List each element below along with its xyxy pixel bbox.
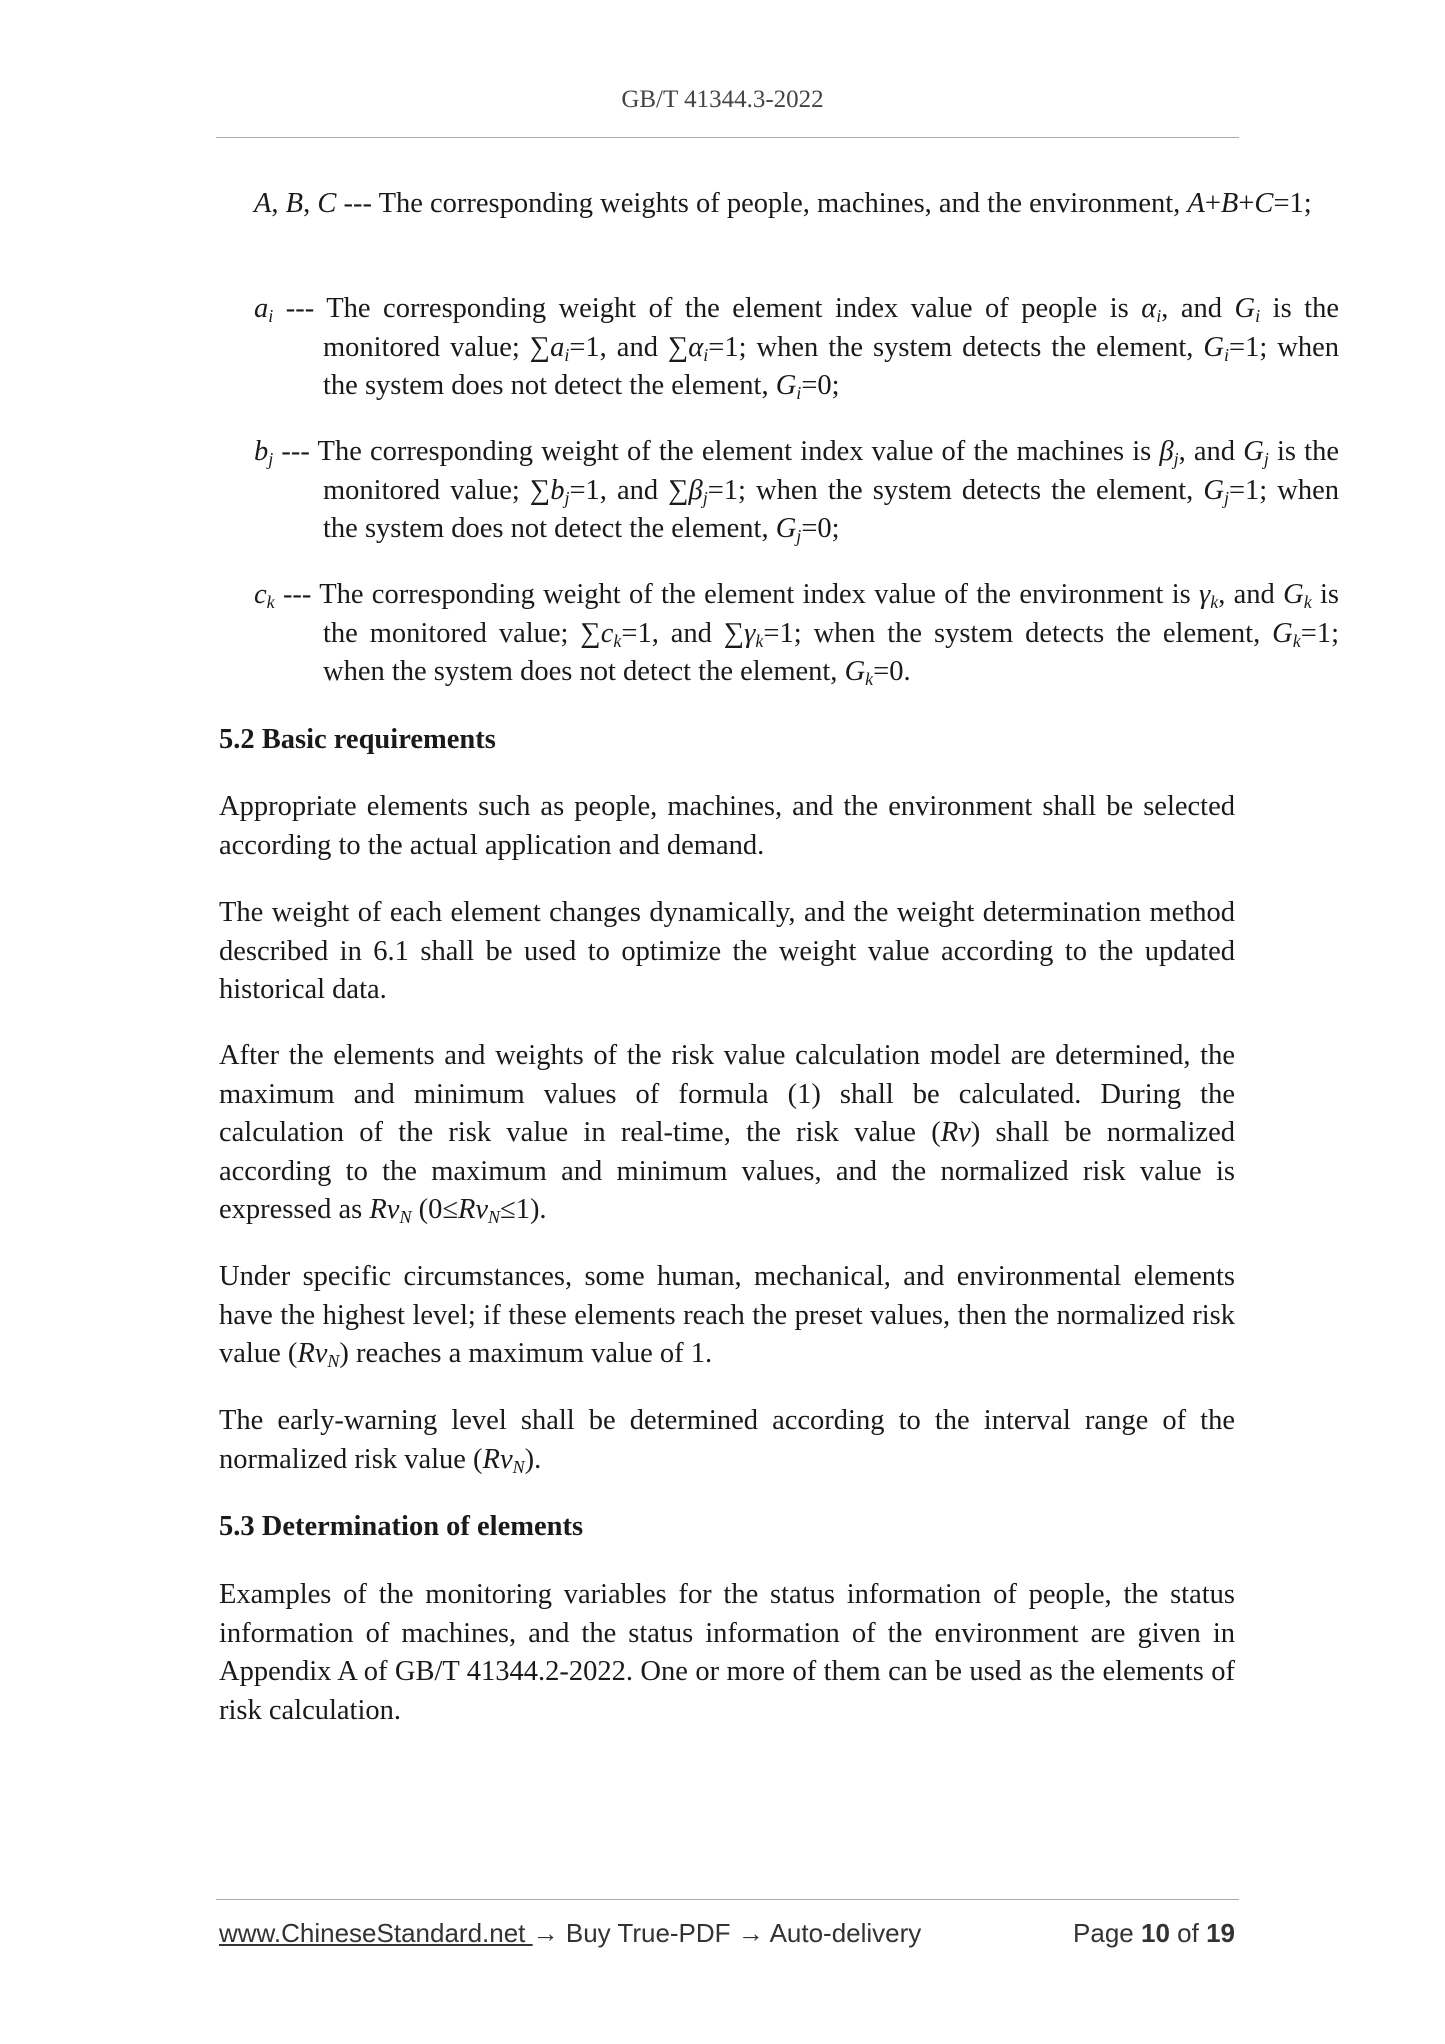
text-run: j	[702, 487, 708, 508]
text-run: Rv	[940, 1117, 971, 1148]
definition-abc	[219, 185, 1407, 224]
text-run: =0;	[801, 370, 840, 401]
section-heading-5-2: 5.2 Basic requirements	[219, 724, 496, 755]
text-run: G	[775, 370, 797, 401]
paragraph	[219, 788, 1235, 865]
definition-ai	[219, 290, 1339, 406]
text-run: G	[1203, 331, 1225, 363]
text-run: G	[1283, 579, 1304, 610]
text-run: N	[327, 1351, 340, 1371]
text-run: , and	[1178, 436, 1244, 467]
text-run: C	[1254, 188, 1274, 219]
text-run: i	[1255, 306, 1261, 326]
footer	[219, 1918, 1235, 1949]
text-run: k	[613, 630, 622, 651]
text-run: G	[1234, 293, 1256, 324]
text-run: k	[266, 592, 275, 612]
text-run: G	[1203, 474, 1224, 506]
text-run: =0.	[873, 656, 911, 687]
text-run: α	[1141, 293, 1157, 324]
text-run: Rv	[297, 1338, 328, 1369]
text-run: G	[1272, 617, 1293, 649]
text-run: Rv	[369, 1194, 400, 1225]
text-run: --- The corresponding weight of the element index value of the machines is	[273, 436, 1160, 467]
text-run: =1; when the system detects the element,	[763, 617, 1273, 649]
text-run: is the monitored value; ∑	[323, 436, 1339, 506]
text-run: =1; when the system detects the element,	[708, 331, 1204, 363]
header-rule	[216, 137, 1239, 138]
text-run: k	[1210, 592, 1219, 612]
text-run: =0;	[801, 513, 840, 544]
of-label: of	[1177, 1918, 1199, 1948]
text-run: γ	[744, 617, 756, 649]
text-run: =1; when the system does not detect the element,	[323, 474, 1339, 544]
text-run: =1; when the system detects the element,	[707, 474, 1204, 506]
text-run: j	[1263, 449, 1269, 469]
text-run: N	[488, 1207, 501, 1227]
text-run: ) reaches a maximum value of 1.	[339, 1338, 713, 1369]
text-run: =1, and ∑	[621, 617, 745, 649]
text-run: j	[268, 449, 274, 469]
text-run: k	[865, 669, 874, 689]
total-pages: 19	[1206, 1918, 1235, 1948]
text-run: G	[775, 513, 797, 544]
text-run: --- The corresponding weight of the element index value of the environment is	[274, 579, 1199, 610]
definition-ck	[219, 576, 1339, 692]
page-indicator	[1073, 1918, 1235, 1949]
text-run: ,	[271, 188, 286, 219]
text-run: c	[254, 579, 267, 610]
text-run: N	[399, 1207, 412, 1227]
text-run: Under specific circumstances, some human, mechanical, and environmental elements have the highest level; if these elements reach the preset values, then the normalized risk value (	[219, 1261, 1235, 1369]
text-run: B	[285, 188, 304, 219]
text-run: j	[1223, 487, 1229, 508]
text-run: i	[796, 383, 802, 403]
text-run: +	[1204, 188, 1221, 219]
text-run: =1; when the system does not detect the element,	[323, 617, 1339, 687]
text-run: b	[550, 474, 565, 506]
text-run: G	[1243, 436, 1264, 467]
text-run: Rv	[482, 1443, 513, 1475]
text-run: b	[254, 436, 269, 467]
text-run: =1, and ∑	[569, 474, 689, 506]
text-run: i	[703, 344, 709, 365]
text-run: β	[688, 474, 703, 506]
text-run: is the monitored value; ∑	[323, 293, 1339, 363]
text-run: β	[1159, 436, 1174, 467]
text-run: i	[268, 306, 274, 326]
text-run: j	[564, 487, 570, 508]
text-run: B	[1220, 188, 1239, 219]
paragraph	[219, 1402, 1235, 1479]
text-run: N	[512, 1456, 525, 1477]
text-run: , and	[1161, 293, 1235, 324]
definition-bj	[219, 433, 1339, 549]
text-run: γ	[1199, 579, 1211, 610]
text-run: +	[1238, 188, 1255, 219]
text-run: Rv	[457, 1194, 489, 1225]
text-run: is the monitored value; ∑	[323, 579, 1339, 649]
document-header: GB/T 41344.3-2022	[621, 86, 824, 113]
text-run: --- The corresponding weight of the element index value of people is	[273, 293, 1142, 324]
text-run: Examples of the monitoring variables for the status information of people, the status information of machines, and the status information of the environment are given in Appendix A of GB/T 41344.2-2022. One or more of them can be used as the elements of risk calculation.	[219, 1579, 1235, 1726]
text-run: a	[254, 293, 269, 324]
text-run: k	[755, 630, 764, 651]
paragraph	[219, 894, 1235, 1010]
website-link[interactable]: www.ChineseStandard.net	[219, 1918, 533, 1948]
text-run: k	[1303, 592, 1312, 612]
text-run: The weight of each element changes dynamically, and the weight determination method described in 6.1 shall be used to optimize the weight value according to the updated historical data.	[219, 897, 1235, 1005]
text-run: Appropriate elements such as people, machines, and the environment shall be selected according to the actual application and demand.	[219, 791, 1235, 861]
text-run: i	[1224, 344, 1230, 365]
text-run: The early-warning level shall be determined according to the interval range of the normalized risk value (	[219, 1405, 1235, 1475]
text-run: A	[254, 188, 272, 219]
text-run: c	[600, 617, 614, 649]
text-run: i	[564, 344, 570, 365]
text-run: =1, and ∑	[569, 331, 689, 363]
text-run: ,	[303, 188, 318, 219]
page-number: 10	[1141, 1918, 1170, 1948]
section-heading-5-3: 5.3 Determination of elements	[219, 1511, 584, 1542]
footer-rule	[216, 1899, 1239, 1900]
text-run: ).	[524, 1443, 542, 1475]
text-run: ) shall be normalized according to the maximum and minimum values, and the normalized risk value is expressed as	[219, 1117, 1235, 1225]
text-run: j	[796, 526, 802, 546]
footer-tagline: → Buy True-PDF → Auto-delivery	[532, 1918, 922, 1948]
text-run: G	[844, 656, 866, 687]
text-run: k	[1292, 630, 1301, 651]
text-run: α	[688, 331, 704, 363]
text-run: A	[1187, 188, 1205, 219]
text-run: j	[1173, 449, 1179, 469]
text-run: C	[317, 188, 337, 219]
text-run: =1;	[1273, 188, 1312, 219]
text-run: (0≤	[411, 1194, 458, 1225]
text-run: --- The corresponding weights of people, machines, and the environment,	[336, 188, 1188, 219]
text-run: a	[550, 331, 565, 363]
text-run: After the elements and weights of the risk value calculation model are determined, the maximum and minimum values of formula (1) shall be calculated. During the calculation of the risk value in real-time, the risk value (	[219, 1040, 1235, 1148]
text-run: =1; when the system does not detect the element,	[323, 331, 1339, 401]
paragraph	[219, 1037, 1235, 1230]
paragraph	[219, 1258, 1235, 1374]
page-label: Page	[1073, 1918, 1134, 1948]
paragraph	[219, 1576, 1235, 1730]
text-run: i	[1156, 306, 1162, 326]
text-run: ≤1).	[500, 1194, 547, 1225]
text-run: , and	[1218, 579, 1284, 610]
